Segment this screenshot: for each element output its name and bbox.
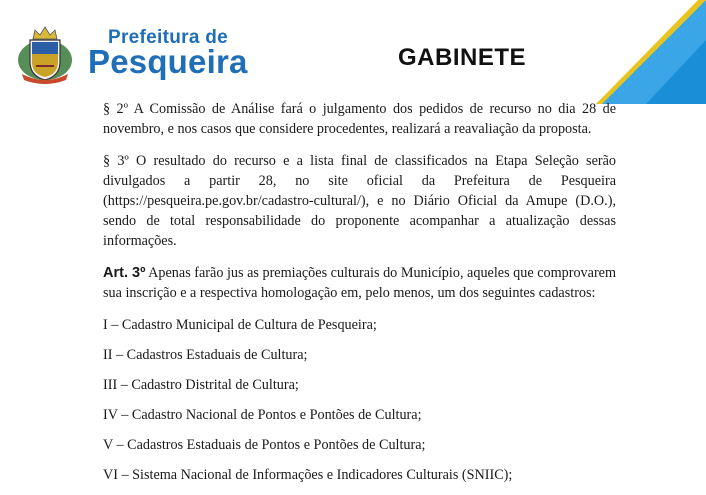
paragraph-2: § 2º A Comissão de Análise fará o julgamento dos pedidos de recurso no dia 28 de novembro, e nos casos que considere procedentes, realizará a reavaliação da proposta. xyxy=(103,101,616,137)
document-header xyxy=(0,0,706,100)
article-3-label: Art. 3º xyxy=(103,265,146,281)
article-3-text: Apenas farão jus as premiações culturais do Município, aqueles que comprovarem sua inscrição e a respectiva homologação em, pelo menos, um dos seguintes cadastros: xyxy=(103,265,616,301)
corner-decoration xyxy=(596,0,706,104)
list-item: IV – Cadastro Nacional de Pontos e Pontões de Cultura; xyxy=(103,407,422,423)
list-item: II – Cadastros Estaduais de Cultura; xyxy=(103,347,308,363)
paragraph-3: § 3º O resultado do recurso e a lista final de classificados na Etapa Seleção serão divulgados a partir 28, no site oficial da Prefeitura de Pesqueira (https://pesqueira.pe.gov.br/cadastro-cultural/), e no Diário Oficial da Amupe (D.O.), sendo de total responsabilidade do proponente acompanhar a atualização dessas informações. xyxy=(103,153,616,249)
document-body xyxy=(103,99,616,495)
list-item: III – Cadastro Distrital de Cultura; xyxy=(103,377,299,393)
prefeitura-logo xyxy=(88,27,248,80)
list-item: I – Cadastro Municipal de Cultura de Pesqueira; xyxy=(103,317,377,333)
logo-line-prefeitura: Prefeitura de xyxy=(108,27,229,48)
logo-line-pesqueira: Pesqueira xyxy=(88,43,248,80)
list-item: V – Cadastros Estaduais de Pontos e Pontões de Cultura; xyxy=(103,437,426,453)
municipal-crest-icon xyxy=(16,22,74,84)
article-3 xyxy=(103,263,616,303)
list-item: VI – Sistema Nacional de Informações e Indicadores Culturais (SNIIC); xyxy=(103,467,513,483)
department-title: GABINETE xyxy=(398,44,527,71)
